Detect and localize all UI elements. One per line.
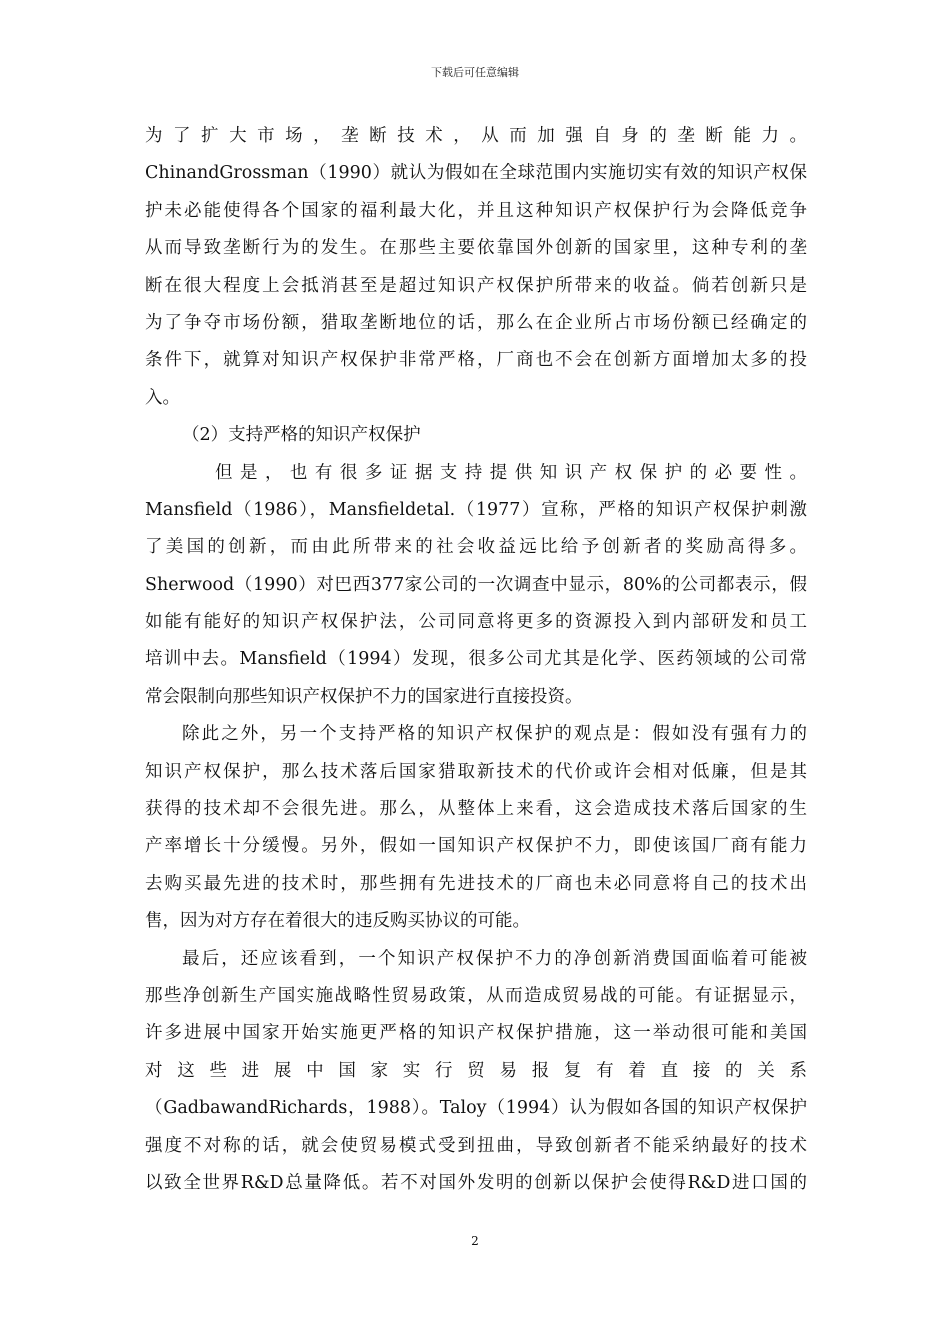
text-line: 为了争夺市场份额，猎取垄断地位的话，那么在企业所占市场份额已经确定的	[145, 312, 807, 333]
text-line: 入。	[145, 387, 180, 408]
text-line: 去购买最先进的技术时，那些拥有先进技术的厂商也未必同意将自己的技术出	[145, 873, 807, 894]
text-line: （GadbawandRichards，1988）。Taloy（1994）认为假如各国的知识产权保护	[145, 1098, 807, 1119]
text-line: 培训中去。Mansfield（1994）发现，很多公司尤其是化学、医药领域的公司常	[145, 649, 807, 670]
text-line: 最后，还应该看到，一个知识产权保护不力的净创新消费国面临着可能被	[182, 948, 807, 969]
text-line: Sherwood（1990）对巴西377家公司的一次调查中显示，80%的公司都表示，假	[145, 574, 807, 595]
text-line: 为了扩大市场，垄断技术，从而加强自身的垄断能力。	[145, 126, 807, 146]
section-heading: （2）支持严格的知识产权保护	[182, 425, 421, 446]
text-line: 如能有能好的知识产权保护法，公司同意将更多的资源投入到内部研发和员工	[145, 612, 807, 633]
text-line: 断在很大程度上会抵消甚至是超过知识产权保护所带来的收益。倘若创新只是	[145, 275, 807, 296]
text-line: 但是，也有很多证据支持提供知识产权保护的必要性。	[215, 462, 807, 483]
text-line: ChinandGrossman（1990）就认为假如在全球范围内实施切实有效的知识产权保	[145, 163, 807, 184]
text-line: 许多进展中国家开始实施更严格的知识产权保护措施，这一举动很可能和美国	[145, 1023, 807, 1044]
text-line: 从而导致垄断行为的发生。在那些主要依靠国外创新的国家里，这种专利的垄	[145, 238, 807, 259]
text-line: 售，因为对方存在着很大的违反购买协议的可能。	[145, 911, 530, 932]
text-line: 产率增长十分缓慢。另外，假如一国知识产权保护不力，即使该国厂商有能力	[145, 836, 807, 857]
document-body	[145, 118, 807, 1202]
text-line: Mansfield（1986），Mansfieldetal.（1977）宣称，严格的知识产权保护刺激	[145, 499, 807, 520]
text-line: 知识产权保护，那么技术落后国家猎取新技术的代价或许会相对低廉，但是其	[145, 761, 807, 782]
text-line: 对这些进展中国家实行贸易报复有着直接的关系	[145, 1060, 807, 1081]
text-line: 强度不对称的话，就会使贸易模式受到扭曲，导致创新者不能采纳最好的技术	[145, 1135, 807, 1156]
text-line: 除此之外，另一个支持严格的知识产权保护的观点是：假如没有强有力的	[182, 724, 807, 745]
text-line: 护未必能使得各个国家的福利最大化，并且这种知识产权保护行为会降低竞争	[145, 200, 807, 221]
text-line: 以致全世界R&D总量降低。若不对国外发明的创新以保护会使得R&D进口国的	[145, 1172, 807, 1193]
text-line: 常会限制向那些知识产权保护不力的国家进行直接投资。	[145, 686, 583, 707]
text-line: 条件下，就算对知识产权保护非常严格，厂商也不会在创新方面增加太多的投	[145, 350, 807, 371]
text-line: 获得的技术却不会很先进。那么，从整体上来看，这会造成技术落后国家的生	[145, 799, 807, 820]
text-line: 了美国的创新，而由此所带来的社会收益远比给予创新者的奖励高得多。	[145, 537, 807, 558]
page-number: 2	[471, 1234, 479, 1248]
page-header: 下载后可任意编辑	[431, 66, 519, 79]
text-line: 那些净创新生产国实施战略性贸易政策，从而造成贸易战的可能。有证据显示，	[145, 985, 807, 1006]
